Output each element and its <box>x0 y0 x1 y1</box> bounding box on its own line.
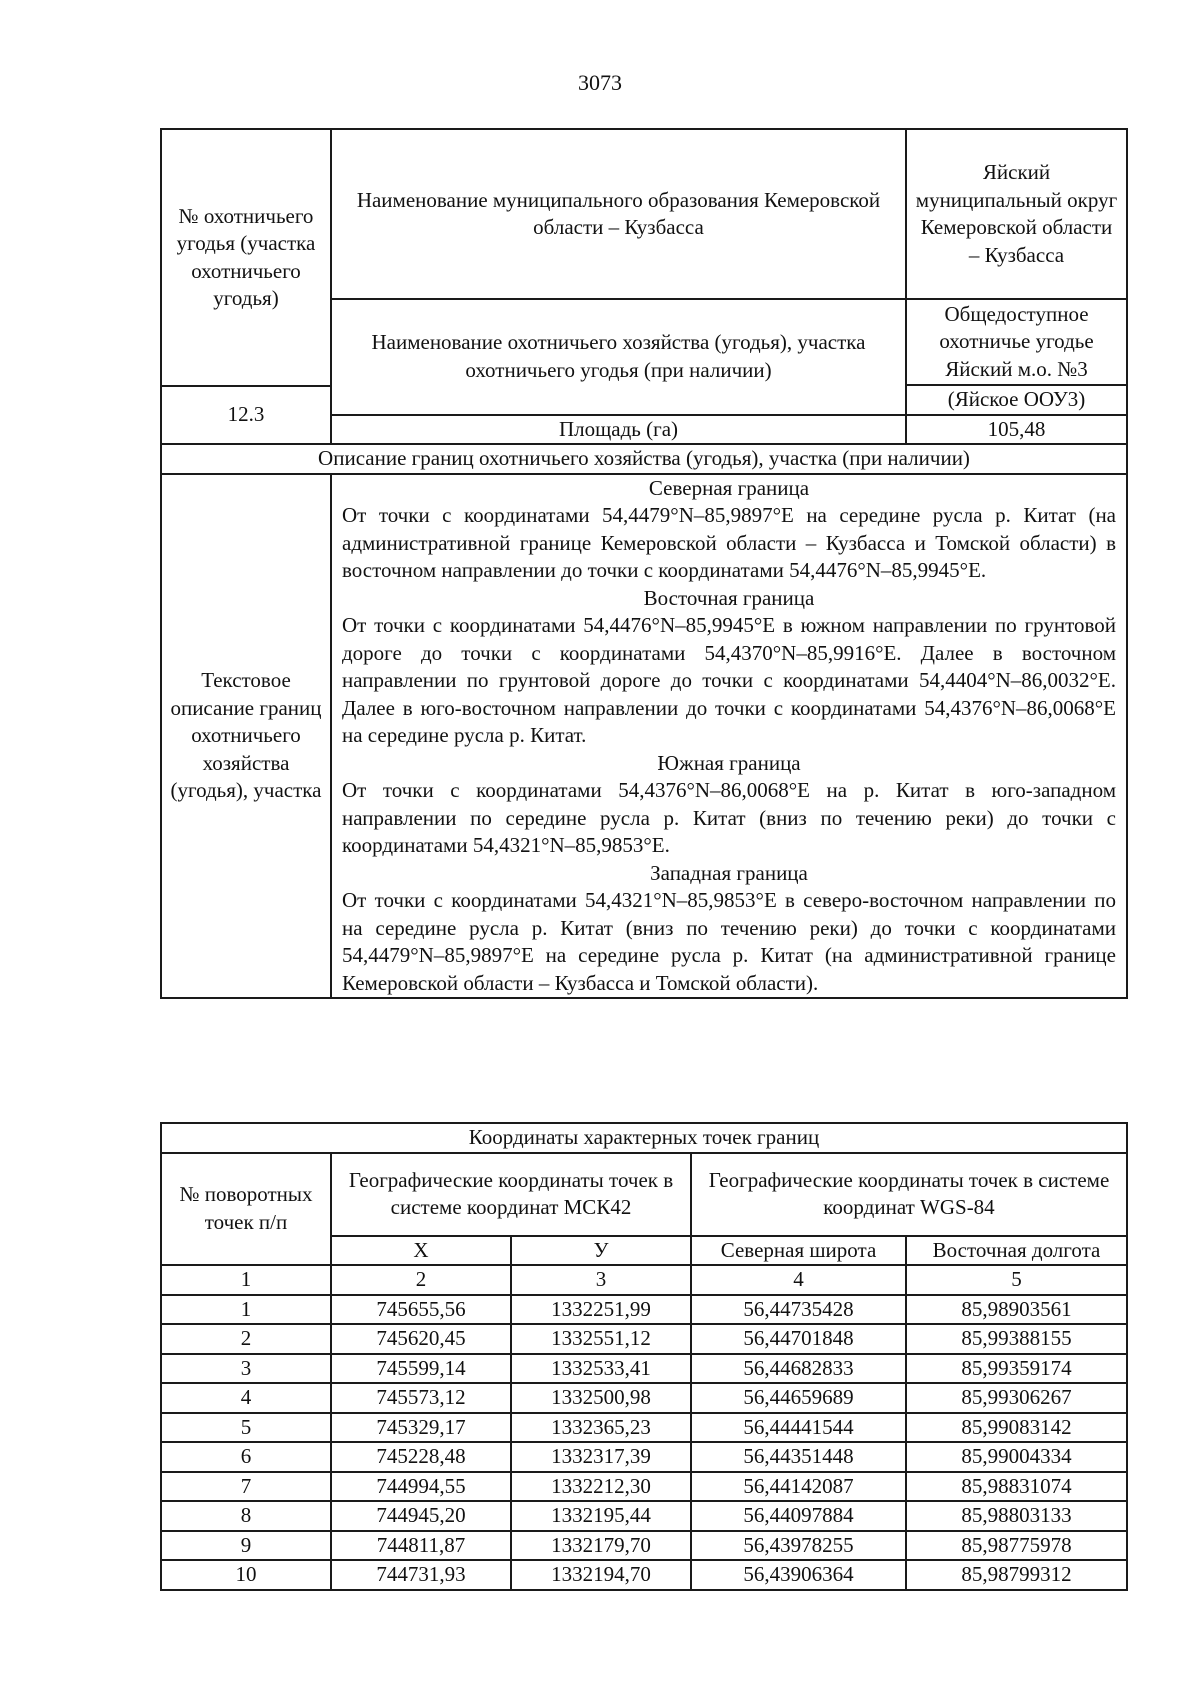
col-lon-header: Восточная долгота <box>906 1236 1127 1266</box>
col-lat-header: Северная широта <box>691 1236 906 1266</box>
wgs-longitude: 85,99388155 <box>906 1324 1127 1354</box>
hunting-area-abbr: (Яйское ООУ3) <box>906 385 1127 415</box>
column-index: 3 <box>511 1265 691 1295</box>
east-boundary-text: От точки с координатами 54,4476°N–85,9945°E в южном направлении по грунтовой дороге до точки с координатами 54,4370°N–85,9916°E. Далее в восточном направлении по грунтовой дороге до точки с координатами 54,4404°N–86,0032°E. Далее в юго-восточном направлении до точки с координатами 54,4376°N–86,0068°E на середине русла р. Китат. <box>342 613 1116 747</box>
point-number: 1 <box>161 1295 331 1325</box>
msk-x: 744731,93 <box>331 1560 511 1590</box>
wgs-latitude: 56,44441544 <box>691 1413 906 1443</box>
msk-y: 1332500,98 <box>511 1383 691 1413</box>
south-boundary-text: От точки с координатами 54,4376°N–86,0068°E на р. Китат в юго-западном направлении по середине русла р. Китат (вниз по течению реки) до точки с координатами 54,4321°N–85,9853°E. <box>342 778 1116 857</box>
area-value: 105,48 <box>906 415 1127 445</box>
column-index: 2 <box>331 1265 511 1295</box>
west-boundary-text: От точки с координатами 54,4321°N–85,9853°E в северо-восточном направлении по на середине русла р. Китат (вниз по течению реки) до точки с координатами 54,4479°N–85,9897°E на середине русла р. Китат (на административной границе Кемеровской области – Кузбасса и Томской области). <box>342 888 1116 995</box>
msk-x: 744994,55 <box>331 1472 511 1502</box>
table-row <box>161 1383 1127 1413</box>
north-boundary-title: Северная граница <box>648 475 810 500</box>
msk-y: 1332551,12 <box>511 1324 691 1354</box>
wgs-latitude: 56,44097884 <box>691 1501 906 1531</box>
wgs-longitude: 85,98799312 <box>906 1560 1127 1590</box>
table-row <box>161 1413 1127 1443</box>
msk-x: 744945,20 <box>331 1501 511 1531</box>
table-row <box>161 1354 1127 1384</box>
wgs-longitude: 85,99004334 <box>906 1442 1127 1472</box>
wgs-latitude: 56,44351448 <box>691 1442 906 1472</box>
south-boundary-title: Южная граница <box>657 750 801 775</box>
wgs-longitude: 85,99083142 <box>906 1413 1127 1443</box>
msk-x: 745329,17 <box>331 1413 511 1443</box>
table-row <box>161 1324 1127 1354</box>
msk-y: 1332195,44 <box>511 1501 691 1531</box>
table-row <box>161 1295 1127 1325</box>
point-number: 6 <box>161 1442 331 1472</box>
boundary-description <box>331 474 1127 999</box>
msk-y: 1332251,99 <box>511 1295 691 1325</box>
point-number: 9 <box>161 1531 331 1561</box>
msk-y: 1332179,70 <box>511 1531 691 1561</box>
wgs-latitude: 56,44682833 <box>691 1354 906 1384</box>
wgs-longitude: 85,99359174 <box>906 1354 1127 1384</box>
coordinates-table <box>160 1122 1128 1591</box>
north-boundary-text: От точки с координатами 54,4479°N–85,9897°E на середине русла р. Китат (на административной границе Кемеровской области – Кузбасса и Томской области) в восточном направлении до точки с координатами 54,4476°N–85,9945°E. <box>342 503 1116 582</box>
column-index: 5 <box>906 1265 1127 1295</box>
wgs-latitude: 56,44142087 <box>691 1472 906 1502</box>
table-row <box>161 1442 1127 1472</box>
hunting-area-value: Общедоступное охотничье угодье Яйский м.о. №3 <box>906 299 1127 385</box>
west-boundary-title: Западная граница <box>650 860 808 885</box>
boundaries-title: Описание границ охотничьего хозяйства (угодья), участка (при наличии) <box>161 444 1127 474</box>
msk-y: 1332533,41 <box>511 1354 691 1384</box>
table-row <box>161 1531 1127 1561</box>
number-value: 12.3 <box>161 386 331 444</box>
point-number: 10 <box>161 1560 331 1590</box>
wgs-latitude: 56,43978255 <box>691 1531 906 1561</box>
col-wgs-header: Географические координаты точек в системе координат WGS-84 <box>691 1153 1127 1236</box>
point-number: 2 <box>161 1324 331 1354</box>
area-label: Площадь (га) <box>331 415 906 445</box>
col-msk-header: Географические координаты точек в системе координат МСК42 <box>331 1153 691 1236</box>
point-number: 8 <box>161 1501 331 1531</box>
col-y-header: У <box>511 1236 691 1266</box>
msk-y: 1332194,70 <box>511 1560 691 1590</box>
wgs-longitude: 85,98903561 <box>906 1295 1127 1325</box>
page-number: 3073 <box>578 70 622 95</box>
hunting-area-label: Наименование охотничьего хозяйства (угодья), участка охотничьего угодья (при наличии) <box>331 299 906 415</box>
description-label: Текстовое описание границ охотничьего хозяйства (угодья), участка <box>161 474 331 999</box>
msk-x: 745228,48 <box>331 1442 511 1472</box>
hunting-ground-table <box>160 128 1128 999</box>
msk-x: 745620,45 <box>331 1324 511 1354</box>
msk-x: 744811,87 <box>331 1531 511 1561</box>
wgs-latitude: 56,43906364 <box>691 1560 906 1590</box>
coordinates-title: Координаты характерных точек границ <box>161 1123 1127 1153</box>
wgs-latitude: 56,44701848 <box>691 1324 906 1354</box>
east-boundary-title: Восточная граница <box>643 585 815 610</box>
column-index-row <box>161 1265 1127 1295</box>
wgs-longitude: 85,98831074 <box>906 1472 1127 1502</box>
wgs-longitude: 85,98775978 <box>906 1531 1127 1561</box>
wgs-latitude: 56,44735428 <box>691 1295 906 1325</box>
wgs-longitude: 85,98803133 <box>906 1501 1127 1531</box>
municipality-label: Наименование муниципального образования Кемеровской области – Кузбасса <box>331 129 906 299</box>
table-row <box>161 1560 1127 1590</box>
col-x-header: Х <box>331 1236 511 1266</box>
msk-x: 745655,56 <box>331 1295 511 1325</box>
municipality-value: Яйский муниципальный округ Кемеровской области – Кузбасса <box>906 129 1127 299</box>
column-index: 4 <box>691 1265 906 1295</box>
table-row <box>161 1472 1127 1502</box>
msk-x: 745599,14 <box>331 1354 511 1384</box>
msk-y: 1332317,39 <box>511 1442 691 1472</box>
point-number: 3 <box>161 1354 331 1384</box>
wgs-latitude: 56,44659689 <box>691 1383 906 1413</box>
point-number: 5 <box>161 1413 331 1443</box>
col-number-header: № поворотных точек п/п <box>161 1153 331 1266</box>
point-number: 7 <box>161 1472 331 1502</box>
wgs-longitude: 85,99306267 <box>906 1383 1127 1413</box>
table-row <box>161 1501 1127 1531</box>
number-label: № охотничьего угодья (участка охотничьего угодья) <box>161 129 331 386</box>
msk-y: 1332365,23 <box>511 1413 691 1443</box>
msk-x: 745573,12 <box>331 1383 511 1413</box>
column-index: 1 <box>161 1265 331 1295</box>
msk-y: 1332212,30 <box>511 1472 691 1502</box>
point-number: 4 <box>161 1383 331 1413</box>
